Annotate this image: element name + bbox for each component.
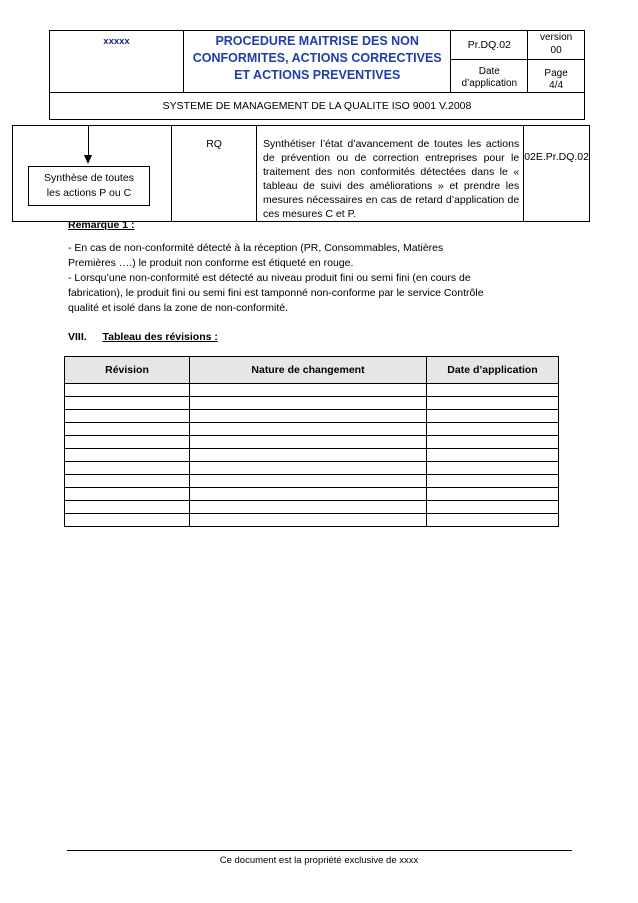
remark-line: Premières ….) le produit non conforme est étiqueté en rouge.	[68, 257, 354, 269]
revisions-table	[64, 356, 559, 527]
table-cell	[65, 462, 190, 475]
remark-line: qualité et isolé dans la zone de non-conformité.	[68, 302, 289, 314]
page-value: 4/4	[549, 80, 564, 91]
table-cell	[65, 423, 190, 436]
version-value: 00	[550, 45, 562, 56]
table-cell	[427, 475, 559, 488]
table-cell	[427, 410, 559, 423]
table-cell	[65, 397, 190, 410]
table-cell	[190, 423, 427, 436]
table-cell	[427, 449, 559, 462]
column-header-revision: Révision	[65, 357, 190, 384]
table-row	[65, 501, 559, 514]
table-row	[65, 462, 559, 475]
company-name: xxxxx	[50, 31, 184, 93]
page-cell	[528, 60, 585, 93]
synthesis-box-line: les actions P ou C	[46, 187, 132, 199]
date-label-2: d’application	[461, 78, 518, 89]
table-cell	[65, 384, 190, 397]
table-row	[65, 488, 559, 501]
date-application-cell	[451, 60, 528, 93]
process-step-row	[12, 125, 590, 222]
procedure-title-line: PROCEDURE MAITRISE DES NON	[215, 34, 419, 48]
table-row	[65, 384, 559, 397]
table-cell	[190, 462, 427, 475]
table-cell	[190, 449, 427, 462]
responsible: RQ	[172, 126, 257, 222]
table-cell	[65, 410, 190, 423]
table-cell	[190, 475, 427, 488]
table-cell	[190, 514, 427, 527]
table-cell	[65, 488, 190, 501]
table-cell	[190, 501, 427, 514]
table-cell	[190, 410, 427, 423]
procedure-code: Pr.DQ.02	[451, 31, 528, 60]
table-row	[65, 514, 559, 527]
table-cell	[427, 423, 559, 436]
table-cell	[427, 462, 559, 475]
table-cell	[427, 501, 559, 514]
table-row	[65, 449, 559, 462]
table-cell	[427, 488, 559, 501]
table-cell	[190, 384, 427, 397]
table-cell	[427, 397, 559, 410]
document-reference: 02E.Pr.DQ.02	[524, 126, 590, 222]
table-row	[65, 423, 559, 436]
table-cell	[427, 436, 559, 449]
procedure-title-line: CONFORMITES, ACTIONS CORRECTIVES	[192, 51, 442, 65]
remark-line: - En cas de non-conformité détecté à la réception (PR, Consommables, Matières	[68, 242, 444, 254]
table-cell	[190, 488, 427, 501]
table-header-row	[65, 357, 559, 384]
table-cell	[190, 436, 427, 449]
table-row	[65, 410, 559, 423]
flowchart-cell	[13, 126, 172, 222]
table-cell	[427, 514, 559, 527]
footer-divider	[67, 850, 572, 851]
procedure-title-line: ET ACTIONS PREVENTIVES	[234, 68, 401, 82]
quality-system: SYSTEME DE MANAGEMENT DE LA QUALITE ISO 9001 V.2008	[50, 93, 585, 120]
version-label: version	[539, 32, 573, 43]
table-cell	[65, 501, 190, 514]
document-header	[49, 30, 585, 120]
version-cell	[528, 31, 585, 60]
table-cell	[190, 397, 427, 410]
synthesis-box	[28, 166, 150, 206]
synthesis-box-line: Synthèse de toutes	[44, 172, 134, 184]
column-header-date: Date d’application	[427, 357, 559, 384]
remark-body	[68, 241, 568, 316]
footer-text: Ce document est la propriété exclusive de xxxx	[219, 855, 419, 866]
table-row	[65, 436, 559, 449]
page-label: Page	[544, 68, 568, 79]
step-description: Synthétiser l’état d’avancement de toutes les actions de prévention ou de correction entreprises pour le traitement des non conformités détectées dans le « tableau de suivi des améliorations » et prendre les mesures nécessaires en cas de retard d’application de ces mesures C et P.	[256, 126, 523, 222]
table-row	[65, 475, 559, 488]
table-cell	[427, 384, 559, 397]
procedure-title	[184, 31, 451, 93]
remark-title: Remarque 1 :	[68, 219, 135, 231]
table-row	[65, 397, 559, 410]
table-cell	[65, 449, 190, 462]
date-label: Date	[478, 66, 500, 77]
arrow-down-icon	[84, 155, 92, 164]
table-cell	[65, 436, 190, 449]
column-header-nature: Nature de changement	[190, 357, 427, 384]
remark-line: - Lorsqu’une non-conformité est détecté au niveau produit fini ou semi fini (en cours de	[68, 272, 471, 284]
section-title: Tableau des révisions :	[102, 331, 218, 343]
remark-line: fabrication), le produit fini ou semi fini est tamponné non-conforme par le service Contrôle	[68, 287, 484, 299]
table-cell	[65, 475, 190, 488]
section-number: VIII.	[68, 331, 87, 343]
table-cell	[65, 514, 190, 527]
flow-arrow-line	[88, 126, 89, 156]
section-heading	[68, 330, 218, 345]
